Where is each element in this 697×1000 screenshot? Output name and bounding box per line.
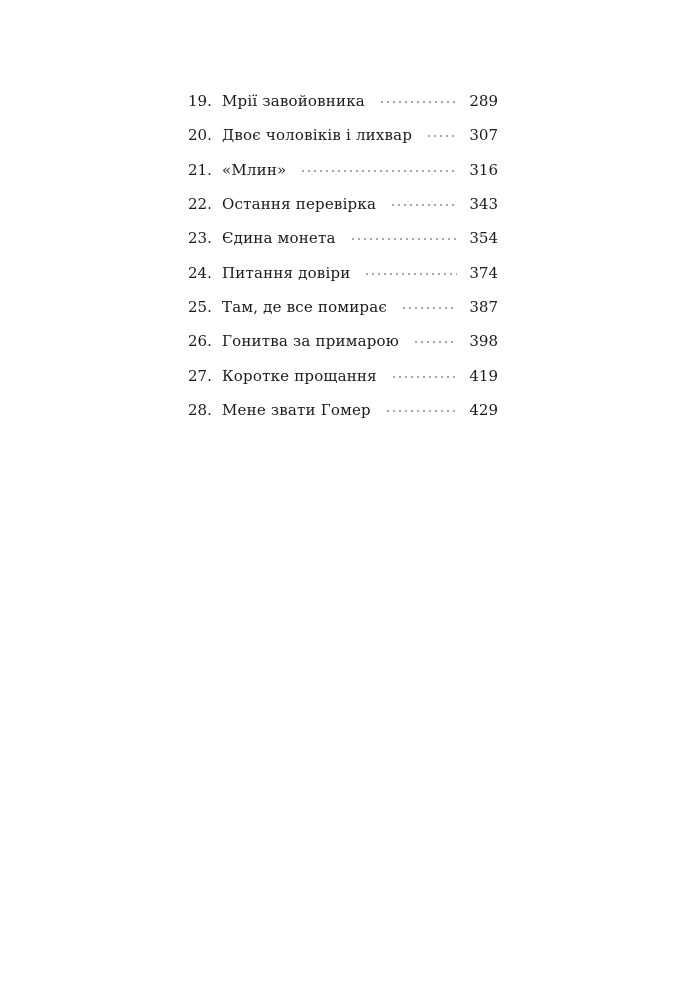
page-number: 343 [469, 195, 498, 214]
dot-leader [364, 273, 457, 275]
chapter-title: Єдина монета [222, 229, 336, 248]
page-number: 354 [469, 229, 498, 248]
dot-leader [350, 238, 458, 240]
chapter-number: 26. [188, 332, 212, 351]
page-number: 374 [469, 263, 498, 282]
toc-entry [188, 84, 498, 118]
dot-leader [390, 204, 457, 206]
toc-entry [188, 324, 498, 358]
page-number: 429 [469, 400, 498, 419]
chapter-title: Мене звати Гомер [222, 400, 371, 419]
dot-leader [426, 135, 457, 137]
dot-leader [300, 170, 457, 172]
page-number: 316 [469, 160, 498, 179]
toc-entry [188, 358, 498, 392]
toc-entry [188, 255, 498, 289]
chapter-number: 25. [188, 297, 212, 316]
chapter-title: Двоє чоловіків і лихвар [222, 126, 413, 145]
chapter-title: Мрії завойовника [222, 92, 365, 111]
toc-entry [188, 118, 498, 152]
chapter-title: Гонитва за примарою [222, 332, 400, 351]
chapter-number: 28. [188, 400, 212, 419]
dot-leader [385, 410, 458, 412]
toc-entry [188, 393, 498, 427]
page-number: 398 [469, 332, 498, 351]
chapter-number: 22. [188, 195, 212, 214]
chapter-number: 27. [188, 366, 212, 385]
chapter-title: Там, де все помирає [222, 297, 387, 316]
page-number: 419 [469, 366, 498, 385]
chapter-number: 20. [188, 126, 212, 145]
table-of-contents [188, 84, 498, 427]
chapter-number: 24. [188, 263, 212, 282]
chapter-number: 23. [188, 229, 212, 248]
toc-entry [188, 153, 498, 187]
toc-entry [188, 221, 498, 255]
toc-entry [188, 290, 498, 324]
chapter-number: 21. [188, 160, 212, 179]
page-number: 289 [469, 92, 498, 111]
chapter-title: «Млин» [222, 160, 287, 179]
dot-leader [379, 101, 457, 103]
chapter-title: Коротке прощання [222, 366, 377, 385]
dot-leader [401, 307, 457, 309]
dot-leader [413, 341, 457, 343]
chapter-title: Остання перевірка [222, 195, 377, 214]
chapter-title: Питання довіри [222, 263, 351, 282]
page-number: 387 [469, 297, 498, 316]
toc-entry [188, 187, 498, 221]
chapter-number: 19. [188, 92, 212, 111]
dot-leader [391, 376, 458, 378]
page-number: 307 [469, 126, 498, 145]
